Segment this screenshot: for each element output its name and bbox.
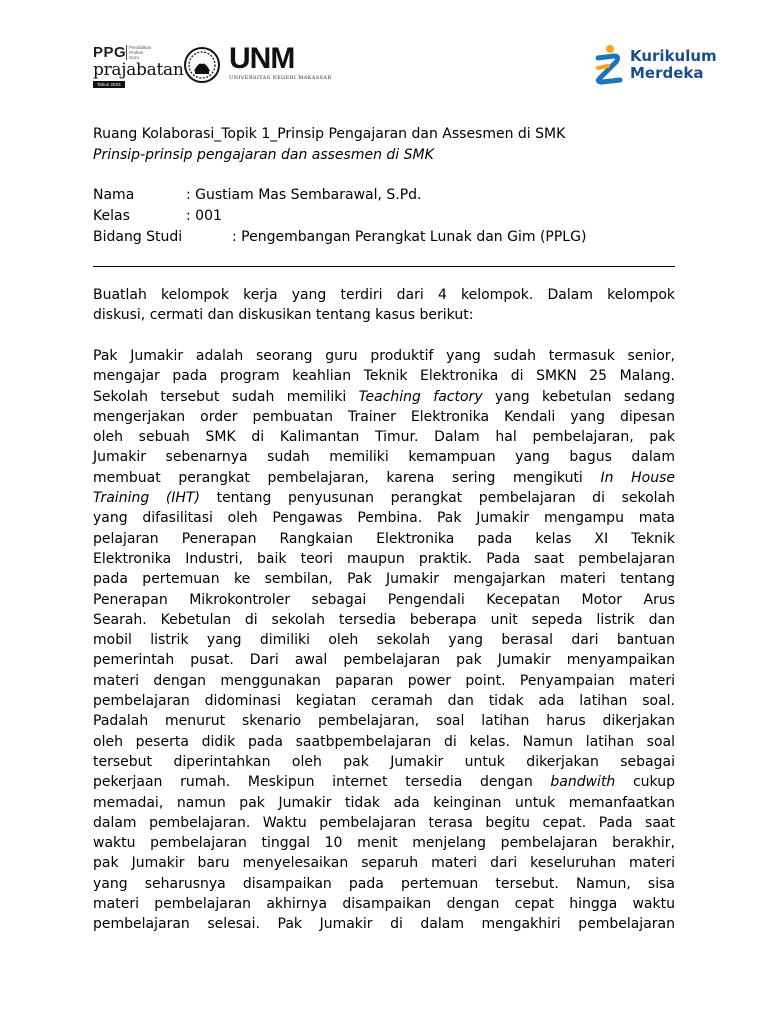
case-line: yang difasilitasi oleh Pengawas Pembina. Pak Jumakir mengampu mata bbox=[93, 510, 675, 527]
case-line: waktu pembelajaran tinggal 10 menit menjelang pembelajaran berakhir, bbox=[93, 835, 675, 852]
case-line: Pak Jumakir adalah seorang guru produktif yang sudah termasuk senior, bbox=[93, 348, 675, 364]
intro-line: diskusi, cermati dan diskusikan tentang kasus berikut: bbox=[93, 307, 474, 324]
case-line: Padalah menurut skenario pembelajaran, soal latihan harus dikerjakan bbox=[93, 713, 675, 730]
case-line: mengerjakan order pembuatan Trainer Elektronika Kendali yang dipesan bbox=[93, 408, 675, 425]
ppg-logo-text: PPG bbox=[93, 44, 127, 61]
case-line: Jumakir sebenarnya sudah memiliki kemampuan yang bagus dalam bbox=[93, 449, 675, 466]
case-line: pelajaran Penerapan Rangkaian Elektronika pada kelas XI Teknik bbox=[93, 530, 675, 547]
case-line: oleh peserta didik pada saatbpembelajaran di kelas. Namun latihan soal bbox=[93, 733, 675, 750]
km-line-1: Kurikulum bbox=[630, 47, 717, 65]
case-text: membuat perangkat pembelajaran, karena sering mengikuti bbox=[93, 469, 601, 486]
case-line: Penerapan Mikrokontroler sebagai Pengendali Kecepatan Motor Arus bbox=[93, 591, 675, 608]
case-line bbox=[93, 387, 675, 407]
ppg-prajabatan-logo bbox=[93, 44, 184, 88]
case-text: tentang penyusunan perangkat pembelajaran di sekolah bbox=[199, 490, 675, 507]
intro-line: Buatlah kelompok kerja yang terdiri dari 4 kelompok. Dalam kelompok bbox=[93, 287, 675, 303]
case-emphasis: Training (IHT) bbox=[93, 490, 200, 507]
case-line bbox=[93, 488, 675, 508]
case-text: yang kebetulan sedang bbox=[482, 388, 675, 405]
case-line: memadai, namun pak Jumakir tidak ada keinginan untuk memanfaatkan bbox=[93, 794, 675, 811]
horizontal-divider bbox=[93, 266, 675, 267]
case-line: mengajar pada program keahlian Teknik Elektronika di SMKN 25 Malang. bbox=[93, 368, 675, 385]
kurikulum-merdeka-logo-text bbox=[630, 48, 717, 82]
case-line bbox=[93, 772, 675, 792]
case-line: Elektronika Industri, baik teori maupun praktik. Pada saat pembelajaran bbox=[93, 550, 675, 567]
ppg-logo-main-text: prajabatan bbox=[93, 60, 184, 80]
document-subtitle: Prinsip-prinsip pengajaran dan assesmen di SMK bbox=[93, 147, 434, 163]
km-line-2: Merdeka bbox=[630, 64, 704, 82]
case-line: mobil listrik yang dimiliki oleh sekolah yang berasal dari bantuan bbox=[93, 632, 675, 649]
intro-paragraph bbox=[93, 285, 675, 326]
case-line: pembelajaran didominasi kegiatan ceramah dan tidak ada latihan soal. bbox=[93, 693, 675, 710]
case-text: Sekolah tersebut sudah memiliki bbox=[93, 388, 359, 405]
case-emphasis: bandwith bbox=[550, 774, 616, 791]
identity-value-field: : Pengembangan Perangkat Lunak dan Gim (PPLG) bbox=[232, 229, 587, 245]
ppg-logo-subtext: Pendidikan Profesi Guru bbox=[126, 45, 151, 60]
case-line: oleh sebuah SMK di Kalimantan Timur. Dalam hal pembelajaran, pak bbox=[93, 429, 675, 446]
case-line: materi pembelajaran akhirnya disampaikan dengan cepat hingga waktu bbox=[93, 896, 675, 913]
case-emphasis: In House bbox=[600, 469, 675, 486]
identity-value-name: : Gustiam Mas Sembarawal, S.Pd. bbox=[186, 187, 422, 203]
case-emphasis: Teaching factory bbox=[358, 388, 483, 405]
case-line: dalam pembelajaran. Waktu pembelajaran terasa begitu cepat. Pada saat bbox=[93, 814, 675, 831]
case-line: pak Jumakir baru menyelesaikan separuh materi dari keseluruhan materi bbox=[93, 855, 675, 872]
case-line: pada pertemuan ke sembilan, Pak Jumakir mengajarkan materi tentang bbox=[93, 571, 675, 588]
document-header bbox=[93, 44, 715, 92]
unm-logo-text: UNM bbox=[229, 42, 295, 75]
identity-label-field: Bidang Studi bbox=[93, 229, 183, 245]
identity-label-name: Nama bbox=[93, 187, 135, 203]
case-line: Searah. Kebetulan di sekolah tersedia beberapa unit sepeda listrik dan bbox=[93, 611, 675, 628]
identity-label-class: Kelas bbox=[93, 208, 130, 224]
case-line: pemerintah pusat. Dari awal pembelajaran pak Jumakir menyampaikan bbox=[93, 652, 675, 669]
unm-seal-icon bbox=[184, 47, 220, 83]
document-title: Ruang Kolaborasi_Topik 1_Prinsip Pengajaran dan Assesmen di SMK bbox=[93, 126, 566, 142]
ppg-logo-year: Tahun 2023 bbox=[93, 81, 125, 88]
case-text: cukup bbox=[615, 774, 675, 791]
case-line: pembelajaran selesai. Pak Jumakir di dalam mengakhiri pembelajaran bbox=[93, 916, 675, 933]
unm-logo-subtext: UNIVERSITAS NEGERI MAKASSAR bbox=[229, 75, 332, 81]
case-line: tersebut diperintahkan oleh pak Jumakir untuk dikerjakan sebagai bbox=[93, 753, 675, 770]
case-line: materi dengan menggunakan paparan power point. Penyampaian materi bbox=[93, 672, 675, 689]
identity-value-class: : 001 bbox=[186, 208, 222, 224]
case-paragraph bbox=[93, 346, 675, 935]
kurikulum-merdeka-icon bbox=[594, 44, 626, 86]
case-text: pekerjaan rumah. Meskipun internet tersedia dengan bbox=[93, 774, 551, 791]
case-line: yang seharusnya disampaikan pada pertemuan tersebut. Namun, sisa bbox=[93, 875, 675, 892]
case-line bbox=[93, 468, 675, 488]
